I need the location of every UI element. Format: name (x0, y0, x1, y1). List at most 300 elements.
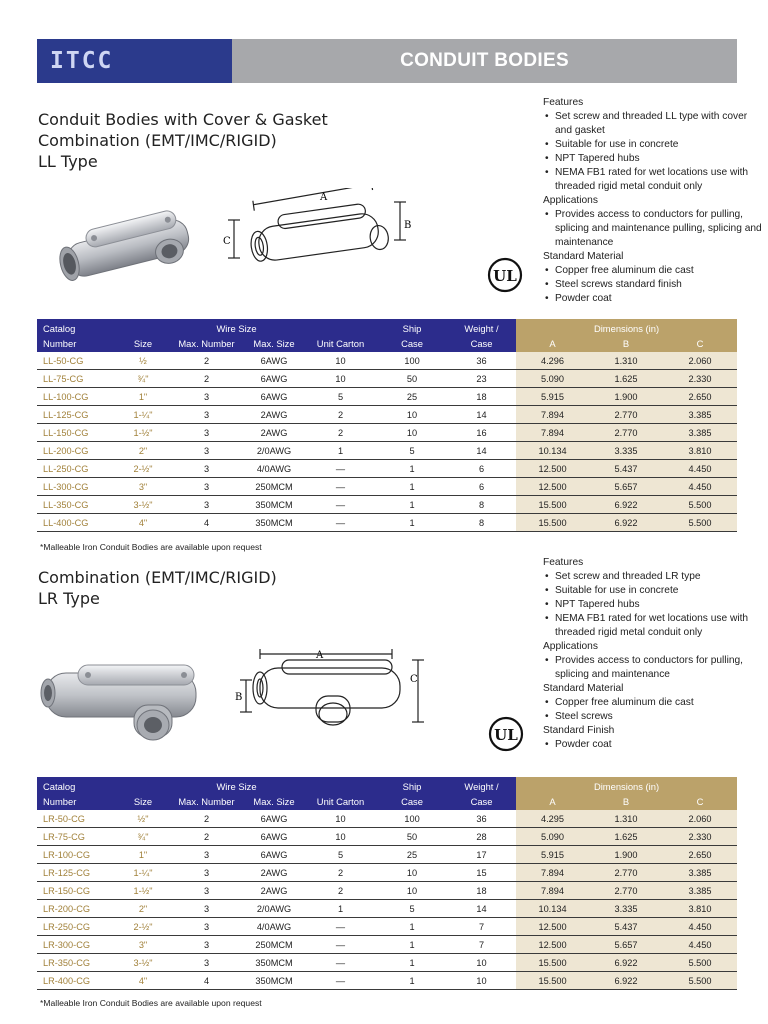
list-item: • Copper free aluminum die cast (543, 696, 765, 710)
cell-ship-case: 1 (377, 936, 447, 954)
cell-ship-case: 10 (377, 864, 447, 882)
cell-dim-b: 6.922 (589, 972, 663, 990)
cell-unit-carton: — (304, 936, 377, 954)
cell-dim-b: 6.922 (589, 496, 663, 514)
cell-dim-a: 7.894 (516, 882, 589, 900)
table-row (37, 442, 737, 460)
ll-title-line: LL Type (38, 152, 98, 171)
cell-dim-c: 3.385 (663, 406, 737, 424)
col-header-c: C (663, 793, 737, 810)
cell-weight-case: 14 (447, 406, 516, 424)
lr-applications-list (543, 654, 765, 682)
cell-ship-case: 1 (377, 918, 447, 936)
cell-dim-c: 4.450 (663, 918, 737, 936)
cell-unit-carton: — (304, 496, 377, 514)
cell-unit-carton: — (304, 514, 377, 532)
col-header-max-number: Max. Number (169, 335, 244, 352)
cell-size: 1-¼" (117, 406, 169, 424)
cell-dim-a: 15.500 (516, 496, 589, 514)
cell-dim-b: 6.922 (589, 514, 663, 532)
logo-box (37, 39, 232, 83)
cell-ship-case: 50 (377, 828, 447, 846)
cell-unit-carton: 1 (304, 442, 377, 460)
cell-dim-c: 2.650 (663, 846, 737, 864)
cell-max-number: 3 (169, 954, 244, 972)
cell-max-size: 350MCM (244, 972, 304, 990)
cell-ship-case: 5 (377, 442, 447, 460)
cell-max-size: 6AWG (244, 352, 304, 370)
cell-unit-carton: 5 (304, 846, 377, 864)
cell-ship-case: 50 (377, 370, 447, 388)
cell-size: 3" (117, 936, 169, 954)
cell-dim-b: 3.335 (589, 442, 663, 460)
ll-material-list (543, 264, 765, 306)
cell-size: 1-½" (117, 424, 169, 442)
cell-dim-a: 15.500 (516, 514, 589, 532)
lr-finish-list (543, 738, 765, 752)
cell-unit-carton: 10 (304, 828, 377, 846)
cell-max-number: 3 (169, 442, 244, 460)
cell-max-size: 4/0AWG (244, 460, 304, 478)
ul-certification-icon (488, 716, 524, 752)
list-item: • Set screw and threaded LR type (543, 570, 765, 584)
cell-max-number: 4 (169, 514, 244, 532)
col-header-ship: Ship (377, 777, 447, 793)
cell-catalog-number: LR-300-CG (37, 936, 117, 954)
col-header-a: A (516, 335, 589, 352)
ll-title-line: Conduit Bodies with Cover & Gasket (38, 110, 328, 129)
cell-ship-case: 1 (377, 496, 447, 514)
cell-max-number: 3 (169, 900, 244, 918)
list-item: • Suitable for use in concrete (543, 138, 765, 152)
cell-catalog-number: LR-250-CG (37, 918, 117, 936)
dim-label-a: A (320, 192, 328, 203)
cell-max-number: 3 (169, 864, 244, 882)
col-header-c: C (663, 335, 737, 352)
col-header-dimensions: Dimensions (in) (516, 319, 737, 335)
cell-dim-b: 1.310 (589, 810, 663, 828)
cell-dim-a: 5.915 (516, 846, 589, 864)
cell-dim-b: 2.770 (589, 882, 663, 900)
cell-dim-c: 5.500 (663, 496, 737, 514)
cell-catalog-number: LR-350-CG (37, 954, 117, 972)
cell-ship-case: 100 (377, 810, 447, 828)
ll-applications-list (543, 208, 765, 250)
cell-dim-c: 5.500 (663, 972, 737, 990)
col-header-weight-case: Case (447, 793, 516, 810)
cell-max-number: 3 (169, 406, 244, 424)
cell-catalog-number: LR-400-CG (37, 972, 117, 990)
col-header-wire-size: Wire Size (169, 777, 304, 793)
table-row (37, 936, 737, 954)
cell-dim-a: 15.500 (516, 972, 589, 990)
cell-catalog-number: LL-100-CG (37, 388, 117, 406)
cell-size: 3-½" (117, 496, 169, 514)
table-row (37, 846, 737, 864)
cell-dim-b: 5.657 (589, 478, 663, 496)
cell-max-size: 4/0AWG (244, 918, 304, 936)
dim-label-b: B (235, 692, 243, 703)
table-row (37, 828, 737, 846)
cell-max-size: 350MCM (244, 496, 304, 514)
cell-max-size: 2AWG (244, 424, 304, 442)
cell-size: 1" (117, 388, 169, 406)
cell-dim-c: 4.450 (663, 460, 737, 478)
cell-max-size: 2/0AWG (244, 442, 304, 460)
table-row (37, 900, 737, 918)
cell-dim-b: 1.625 (589, 828, 663, 846)
cell-max-size: 6AWG (244, 846, 304, 864)
lr-section-title (38, 567, 277, 609)
cell-unit-carton: — (304, 478, 377, 496)
cell-weight-case: 36 (447, 352, 516, 370)
cell-dim-b: 5.657 (589, 936, 663, 954)
cell-weight-case: 36 (447, 810, 516, 828)
cell-catalog-number: LL-400-CG (37, 514, 117, 532)
col-header-b: B (589, 793, 663, 810)
ll-applications-heading: Applications (543, 195, 598, 206)
cell-dim-a: 5.915 (516, 388, 589, 406)
list-item: • Provides access to conductors for pulling, splicing and maintenance (543, 654, 765, 682)
cell-ship-case: 10 (377, 882, 447, 900)
table-row (37, 882, 737, 900)
cell-max-size: 2AWG (244, 882, 304, 900)
cell-ship-case: 100 (377, 352, 447, 370)
cell-unit-carton: 2 (304, 864, 377, 882)
cell-dim-a: 5.090 (516, 370, 589, 388)
cell-catalog-number: LL-75-CG (37, 370, 117, 388)
lr-dimension-drawing (230, 648, 430, 748)
list-item: • Set screw and threaded LL type with cover and gasket (543, 110, 765, 138)
cell-unit-carton: 10 (304, 352, 377, 370)
cell-catalog-number: LL-300-CG (37, 478, 117, 496)
cell-max-number: 3 (169, 846, 244, 864)
lr-finish-heading: Standard Finish (543, 725, 615, 736)
cell-size: ½ (117, 352, 169, 370)
cell-dim-c: 3.385 (663, 864, 737, 882)
cell-dim-c: 3.810 (663, 900, 737, 918)
cell-max-number: 3 (169, 388, 244, 406)
col-header-weight: Weight / (447, 777, 516, 793)
col-header-size: Size (117, 335, 169, 352)
cell-dim-c: 2.060 (663, 352, 737, 370)
cell-max-size: 350MCM (244, 514, 304, 532)
ll-features-heading: Features (543, 97, 584, 108)
cell-max-size: 350MCM (244, 954, 304, 972)
cell-catalog-number: LR-50-CG (37, 810, 117, 828)
col-header-catalog: Catalog (37, 319, 117, 335)
cell-dim-a: 15.500 (516, 954, 589, 972)
cell-dim-c: 3.385 (663, 882, 737, 900)
lr-features-panel (543, 556, 765, 752)
table-row (37, 972, 737, 990)
col-header-catalog: Catalog (37, 777, 117, 793)
cell-dim-c: 2.060 (663, 810, 737, 828)
cell-ship-case: 10 (377, 406, 447, 424)
cell-max-number: 2 (169, 810, 244, 828)
col-header-dimensions: Dimensions (in) (516, 777, 737, 793)
cell-size: ¾" (117, 370, 169, 388)
list-item: • Steel screws standard finish (543, 278, 765, 292)
page-title: CONDUIT BODIES (400, 50, 569, 71)
cell-dim-b: 6.922 (589, 954, 663, 972)
header-banner (37, 39, 737, 83)
cell-dim-a: 4.296 (516, 352, 589, 370)
table-row (37, 352, 737, 370)
col-header-a: A (516, 793, 589, 810)
col-header-wire-size: Wire Size (169, 319, 304, 335)
cell-max-size: 2/0AWG (244, 900, 304, 918)
ll-table-body (37, 352, 737, 532)
cell-max-number: 3 (169, 496, 244, 514)
ll-features-panel (543, 96, 765, 306)
cell-weight-case: 14 (447, 442, 516, 460)
ll-section-title (38, 109, 328, 172)
lr-title-line: LR Type (38, 589, 100, 608)
cell-ship-case: 1 (377, 954, 447, 972)
cell-dim-a: 12.500 (516, 918, 589, 936)
table-row (37, 424, 737, 442)
cell-weight-case: 14 (447, 900, 516, 918)
cell-dim-c: 4.450 (663, 478, 737, 496)
lr-features-list (543, 570, 765, 640)
cell-dim-a: 7.894 (516, 864, 589, 882)
cell-size: 4" (117, 514, 169, 532)
cell-dim-c: 3.810 (663, 442, 737, 460)
cell-max-size: 6AWG (244, 388, 304, 406)
table-row (37, 514, 737, 532)
ul-mark-text: UL (494, 726, 518, 744)
cell-ship-case: 1 (377, 972, 447, 990)
list-item: • Steel screws (543, 710, 765, 724)
cell-dim-a: 12.500 (516, 478, 589, 496)
cell-size: 2" (117, 900, 169, 918)
cell-dim-a: 4.295 (516, 810, 589, 828)
cell-max-size: 250MCM (244, 478, 304, 496)
table-row (37, 388, 737, 406)
cell-max-size: 2AWG (244, 406, 304, 424)
cell-unit-carton: 2 (304, 406, 377, 424)
cell-ship-case: 10 (377, 424, 447, 442)
lr-footnote: *Malleable Iron Conduit Bodies are available upon request (40, 998, 262, 1008)
cell-dim-c: 2.330 (663, 370, 737, 388)
cell-catalog-number: LR-75-CG (37, 828, 117, 846)
cell-dim-c: 3.385 (663, 424, 737, 442)
company-logo: ITCC (50, 48, 114, 74)
cell-size: ½" (117, 810, 169, 828)
col-header-unit-carton: Unit Carton (304, 793, 377, 810)
table-row (37, 954, 737, 972)
col-header-number: Number (37, 793, 117, 810)
cell-weight-case: 17 (447, 846, 516, 864)
col-header-ship: Ship (377, 319, 447, 335)
list-item: • Copper free aluminum die cast (543, 264, 765, 278)
cell-size: 2" (117, 442, 169, 460)
cell-dim-b: 2.770 (589, 864, 663, 882)
cell-dim-b: 2.770 (589, 424, 663, 442)
cell-weight-case: 6 (447, 478, 516, 496)
cell-unit-carton: 2 (304, 424, 377, 442)
list-item: • Provides access to conductors for pulling, splicing and maintenance pulling, splicing and maintenance (543, 208, 765, 250)
lr-title-line: Combination (EMT/IMC/RIGID) (38, 568, 277, 587)
ul-mark-text: UL (493, 267, 517, 285)
col-header-b: B (589, 335, 663, 352)
cell-unit-carton: 5 (304, 388, 377, 406)
lr-table-body (37, 810, 737, 990)
col-header-weight: Weight / (447, 319, 516, 335)
cell-size: 1-½" (117, 882, 169, 900)
ll-material-heading: Standard Material (543, 251, 624, 262)
cell-dim-b: 1.900 (589, 388, 663, 406)
lr-features-heading: Features (543, 557, 584, 568)
cell-dim-c: 5.500 (663, 514, 737, 532)
cell-dim-a: 12.500 (516, 460, 589, 478)
cell-unit-carton: 2 (304, 882, 377, 900)
dim-label-a: A (316, 650, 324, 661)
cell-weight-case: 16 (447, 424, 516, 442)
dim-label-b: B (404, 220, 412, 231)
cell-catalog-number: LL-350-CG (37, 496, 117, 514)
dim-label-c: C (410, 674, 418, 685)
cell-weight-case: 18 (447, 882, 516, 900)
cell-size: 4" (117, 972, 169, 990)
cell-catalog-number: LL-150-CG (37, 424, 117, 442)
cell-size: 2-½" (117, 460, 169, 478)
cell-catalog-number: LR-125-CG (37, 864, 117, 882)
cell-catalog-number: LL-50-CG (37, 352, 117, 370)
cell-max-size: 2AWG (244, 864, 304, 882)
cell-catalog-number: LL-250-CG (37, 460, 117, 478)
list-item: • Suitable for use in concrete (543, 584, 765, 598)
cell-unit-carton: 10 (304, 810, 377, 828)
ll-dimension-drawing (218, 188, 418, 278)
cell-ship-case: 25 (377, 846, 447, 864)
cell-dim-a: 7.894 (516, 406, 589, 424)
lr-material-list (543, 696, 765, 724)
cell-unit-carton: — (304, 972, 377, 990)
col-header-max-size: Max. Size (244, 335, 304, 352)
cell-ship-case: 1 (377, 460, 447, 478)
cell-size: 1-¼" (117, 864, 169, 882)
cell-max-number: 2 (169, 828, 244, 846)
col-header-max-number: Max. Number (169, 793, 244, 810)
cell-weight-case: 7 (447, 918, 516, 936)
list-item: • NPT Tapered hubs (543, 598, 765, 612)
table-row (37, 370, 737, 388)
col-header-case: Case (377, 793, 447, 810)
cell-max-size: 6AWG (244, 810, 304, 828)
cell-weight-case: 10 (447, 972, 516, 990)
cell-ship-case: 5 (377, 900, 447, 918)
col-header-case: Case (377, 335, 447, 352)
cell-weight-case: 8 (447, 496, 516, 514)
cell-weight-case: 8 (447, 514, 516, 532)
cell-catalog-number: LR-100-CG (37, 846, 117, 864)
lr-applications-heading: Applications (543, 641, 598, 652)
cell-size: 3-½" (117, 954, 169, 972)
cell-dim-b: 1.625 (589, 370, 663, 388)
table-row (37, 496, 737, 514)
cell-dim-c: 5.500 (663, 954, 737, 972)
ll-title-line: Combination (EMT/IMC/RIGID) (38, 131, 277, 150)
table-row (37, 406, 737, 424)
table-row (37, 810, 737, 828)
lr-product-photo (38, 655, 208, 750)
cell-ship-case: 1 (377, 478, 447, 496)
cell-catalog-number: LL-200-CG (37, 442, 117, 460)
cell-size: 1" (117, 846, 169, 864)
cell-max-number: 3 (169, 882, 244, 900)
cell-dim-b: 2.770 (589, 406, 663, 424)
cell-dim-b: 1.310 (589, 352, 663, 370)
cell-weight-case: 23 (447, 370, 516, 388)
cell-max-number: 2 (169, 370, 244, 388)
cell-max-size: 6AWG (244, 828, 304, 846)
cell-weight-case: 7 (447, 936, 516, 954)
cell-ship-case: 1 (377, 514, 447, 532)
col-header-size: Size (117, 793, 169, 810)
cell-dim-b: 5.437 (589, 460, 663, 478)
cell-weight-case: 10 (447, 954, 516, 972)
cell-dim-c: 2.330 (663, 828, 737, 846)
col-header-max-size: Max. Size (244, 793, 304, 810)
ll-features-list (543, 110, 765, 194)
cell-size: ¾" (117, 828, 169, 846)
cell-size: 3" (117, 478, 169, 496)
cell-dim-c: 2.650 (663, 388, 737, 406)
cell-weight-case: 6 (447, 460, 516, 478)
table-row (37, 918, 737, 936)
col-header-number: Number (37, 335, 117, 352)
cell-dim-a: 10.134 (516, 442, 589, 460)
list-item: • NEMA FB1 rated for wet locations use with threaded rigid metal conduit only (543, 612, 765, 640)
cell-dim-a: 5.090 (516, 828, 589, 846)
cell-unit-carton: — (304, 460, 377, 478)
list-item: • NEMA FB1 rated for wet locations use with threaded rigid metal conduit only (543, 166, 765, 194)
cell-ship-case: 25 (377, 388, 447, 406)
cell-catalog-number: LR-200-CG (37, 900, 117, 918)
cell-max-number: 3 (169, 918, 244, 936)
col-header-weight-case: Case (447, 335, 516, 352)
cell-dim-b: 1.900 (589, 846, 663, 864)
cell-dim-a: 12.500 (516, 936, 589, 954)
cell-max-number: 3 (169, 424, 244, 442)
cell-unit-carton: — (304, 954, 377, 972)
cell-max-number: 3 (169, 460, 244, 478)
list-item: • Powder coat (543, 292, 765, 306)
cell-size: 2-½" (117, 918, 169, 936)
cell-weight-case: 28 (447, 828, 516, 846)
cell-dim-a: 7.894 (516, 424, 589, 442)
cell-dim-c: 4.450 (663, 936, 737, 954)
list-item: • Powder coat (543, 738, 765, 752)
ll-product-photo (48, 195, 208, 290)
cell-unit-carton: — (304, 918, 377, 936)
cell-dim-b: 3.335 (589, 900, 663, 918)
cell-max-number: 4 (169, 972, 244, 990)
cell-unit-carton: 1 (304, 900, 377, 918)
cell-max-number: 2 (169, 352, 244, 370)
lr-material-heading: Standard Material (543, 683, 624, 694)
banner-title-box (232, 39, 737, 83)
cell-catalog-number: LL-125-CG (37, 406, 117, 424)
list-item: • NPT Tapered hubs (543, 152, 765, 166)
ll-footnote: *Malleable Iron Conduit Bodies are available upon request (40, 542, 262, 552)
cell-max-size: 6AWG (244, 370, 304, 388)
cell-unit-carton: 10 (304, 370, 377, 388)
dim-label-c: C (223, 236, 231, 247)
table-row (37, 478, 737, 496)
